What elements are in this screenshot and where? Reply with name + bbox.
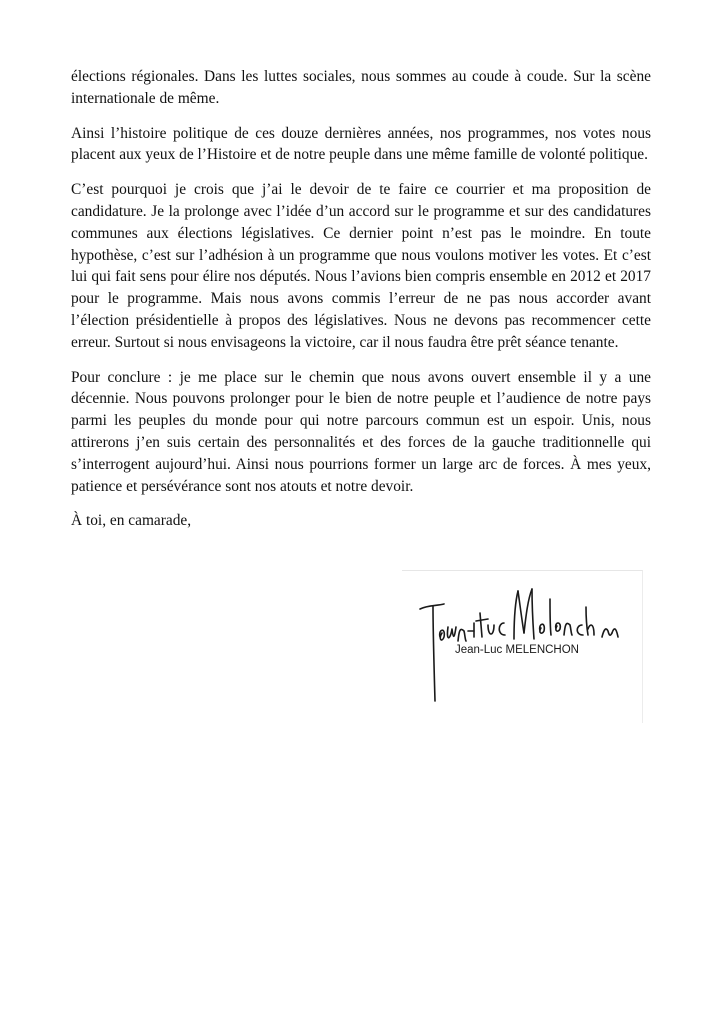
paragraph-conclusion: Pour conclure : je me place sur le chemin que nous avons ouvert ensemble il y a une décennie. Nous pouvons prolonger pour le bien de notre peuple et l’audience de notre pays parmi les peuples du monde pour qui notre parcours commun est un espoir. Unis, nous attirerons j’en suis certain des personnalités et des forces de la gauche traditionnelle qui s’interrogent aujourd’hui. Ainsi nous pourrions former un large arc de forces. À mes yeux, patience et persévérance sont nos atouts et notre devoir. [71, 368, 651, 495]
paragraph-regional-elections: élections régionales. Dans les luttes sociales, nous sommes au coude à coude. Sur la scène internationale de même. [71, 68, 651, 107]
signature-block [402, 570, 643, 723]
closing-salutation: À toi, en camarade, [71, 512, 192, 530]
paragraph-political-history: Ainsi l’histoire politique de ces douze dernières années, nos programmes, nos votes nous placent aux yeux de l’Histoire et de notre peuple dans une même famille de volonté politique. [71, 124, 651, 164]
paragraph-candidacy-proposal: C’est pourquoi je crois que j’ai le devoir de te faire ce courrier et ma proposition de candidature. Je la prolonge avec l’idée d’un accord sur le programme et sur des candidatures communes aux élections législatives. Ce dernier point n’est pas le moindre. En toute hypothèse, c’est sur l’adhésion à un programme que nous voulons motiver les votes. Et c’est lui qui fait sens pour élire nos députés. Nous l’avions bien compris ensemble en 2012 et 2017 pour le programme. Mais nous avons commis l’erreur de ne pas nous accorder avant l’élection présidentielle à propos des législatives. Nous ne devons pas recommencer cette erreur. Surtout si nous envisageons la victoire, car il nous faudra être prêt séance tenante. [71, 181, 651, 351]
printed-signer-name: Jean-Luc MELENCHON [455, 644, 579, 656]
letter-body [71, 66, 651, 532]
